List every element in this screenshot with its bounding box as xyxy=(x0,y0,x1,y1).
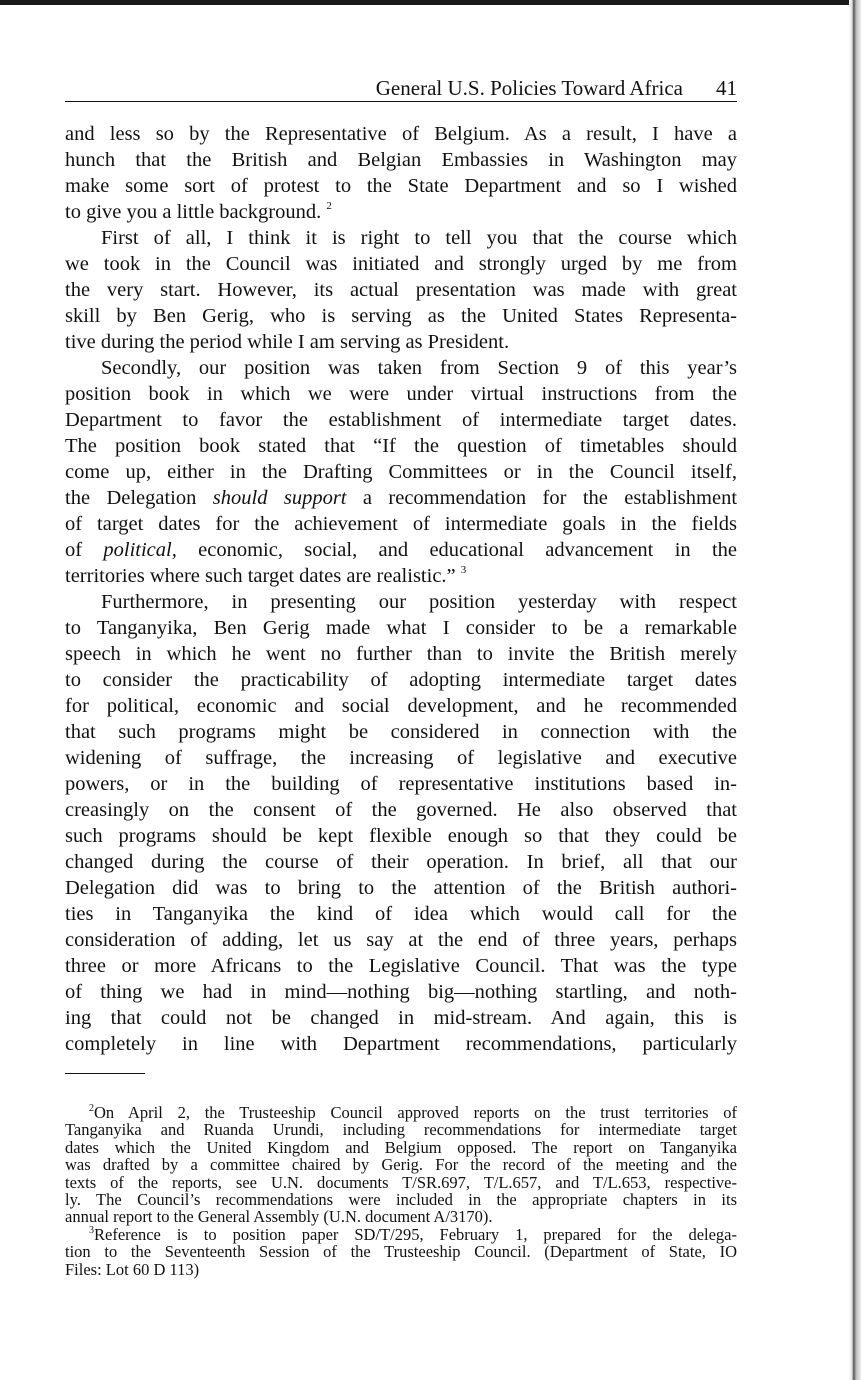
text-line: powers, or in the building of representative institutions based in- xyxy=(65,773,737,795)
paragraph xyxy=(65,121,737,225)
footnote xyxy=(65,1104,737,1226)
footnote-marker: 3 xyxy=(89,1224,94,1236)
footnote-line: Files: Lot 60 D 113) xyxy=(65,1259,200,1279)
text-line: tive during the period while I am serving as President. xyxy=(65,331,510,353)
scan-top-border xyxy=(0,0,861,5)
text-line: creasingly on the consent of the governed. He also observed that xyxy=(65,799,737,821)
text-line: speech in which he went no further than to invite the British merely xyxy=(65,643,737,665)
text-line: that such programs might be considered in connection with the xyxy=(65,721,737,743)
text-line: to consider the practicability of adopting intermediate target dates xyxy=(65,669,737,691)
text-line: and less so by the Representative of Belgium. As a result, I have a xyxy=(65,123,737,145)
text-line: make some sort of protest to the State Department and so I wished xyxy=(65,175,737,197)
text-line xyxy=(65,199,737,225)
footnote-rule xyxy=(65,1073,145,1074)
text-run: the Delegation xyxy=(65,487,213,509)
text-line xyxy=(65,485,737,511)
footnote-line: was drafted by a committee chaired by Gerig. For the record of the meeting and the xyxy=(65,1155,737,1175)
text-run: of xyxy=(65,539,104,561)
footnote-line: texts of the reports, see U.N. documents T/SR.697, T/L.657, and T/L.653, respective- xyxy=(65,1172,737,1192)
text-line: come up, either in the Drafting Committees or in the Council itself, xyxy=(65,461,737,483)
text-line: Delegation did was to bring to the attention of the British authori- xyxy=(65,877,737,899)
paragraph xyxy=(65,355,737,589)
body-text xyxy=(65,121,737,1057)
text-line: to Tanganyika, Ben Gerig made what I consider to be a remarkable xyxy=(65,617,737,639)
text-line: hunch that the British and Belgian Embassies in Washington may xyxy=(65,149,737,171)
text-line: The position book stated that “If the question of timetables should xyxy=(65,435,737,457)
text-line xyxy=(65,537,737,563)
footnote-marker: 3 xyxy=(460,564,467,576)
paragraph xyxy=(65,225,737,355)
text-line xyxy=(65,563,737,589)
text-line: Secondly, our position was taken from Section 9 of this year’s xyxy=(101,357,737,379)
text-line: First of all, I think it is right to tell you that the course which xyxy=(101,227,737,249)
text-line: of target dates for the achievement of intermediate goals in the fields xyxy=(65,513,737,535)
running-header xyxy=(65,76,737,102)
footnote-line: tion to the Seventeenth Session of the Trusteeship Council. (Department of State, IO xyxy=(65,1242,737,1262)
footnote-line: dates which the United Kingdom and Belgium opposed. The report on Tanganyika xyxy=(65,1137,737,1157)
footnote-line: ly. The Council’s recommendations were included in the appropriate chapters in its xyxy=(65,1189,737,1209)
text-line: consideration of adding, let us say at the end of three years, perhaps xyxy=(65,929,737,951)
footnote-line: Tanganyika and Ruanda Urundi, including recommendations for intermediate target xyxy=(65,1120,737,1140)
text-line: three or more Africans to the Legislative Council. That was the type xyxy=(65,955,737,977)
text-run: a recommendation for the establishment xyxy=(346,487,738,509)
text-run: to give you a little background. xyxy=(65,201,327,223)
text-line: we took in the Council was initiated and strongly urged by me from xyxy=(65,253,737,275)
text-line: Department to favor the establishment of intermediate target dates. xyxy=(65,409,737,431)
footnote-marker: 2 xyxy=(326,200,332,212)
text-run: Reference is to position paper SD/T/295, February 1, prepared for the delega- xyxy=(94,1224,737,1244)
scan-right-edge xyxy=(849,0,861,1380)
text-line: of thing we had in mind—nothing big—nothing startling, and noth- xyxy=(65,981,737,1003)
footnote-line xyxy=(65,1226,737,1243)
footnote-line: annual report to the General Assembly (U.N. document A/3170). xyxy=(65,1207,493,1227)
italic-text: should support xyxy=(212,487,347,509)
running-title: General U.S. Policies Toward Africa xyxy=(375,76,683,100)
paragraph xyxy=(65,589,737,1057)
text-line: changed during the course of their operation. In brief, all that our xyxy=(65,851,737,873)
text-line: ties in Tanganyika the kind of idea which would call for the xyxy=(65,903,737,925)
text-line: skill by Ben Gerig, who is serving as the United States Representa- xyxy=(65,305,737,327)
text-line: Furthermore, in presenting our position yesterday with respect xyxy=(101,591,737,613)
text-line: widening of suffrage, the increasing of legislative and executive xyxy=(65,747,737,769)
text-line: such programs should be kept flexible enough so that they could be xyxy=(65,825,737,847)
footnote xyxy=(65,1226,737,1278)
page-number: 41 xyxy=(716,76,737,100)
text-line: ing that could not be changed in mid-stream. And again, this is xyxy=(65,1007,737,1029)
text-line: completely in line with Department recommendations, particularly xyxy=(65,1033,737,1055)
text-run: territories where such target dates are realistic.” xyxy=(65,565,461,587)
italic-text: political, xyxy=(103,539,177,561)
text-line: for political, economic and social development, and he recommended xyxy=(65,695,737,717)
text-line: position book in which we were under virtual instructions from the xyxy=(65,383,737,405)
footnote-line xyxy=(65,1104,737,1121)
text-line: the very start. However, its actual presentation was made with great xyxy=(65,279,737,301)
footnotes xyxy=(65,1104,737,1278)
text-run: economic, social, and educational advancement in the xyxy=(176,539,737,561)
text-run: On April 2, the Trusteeship Council approved reports on the trust territories of xyxy=(94,1103,737,1122)
footnote-marker: 2 xyxy=(89,1103,94,1114)
